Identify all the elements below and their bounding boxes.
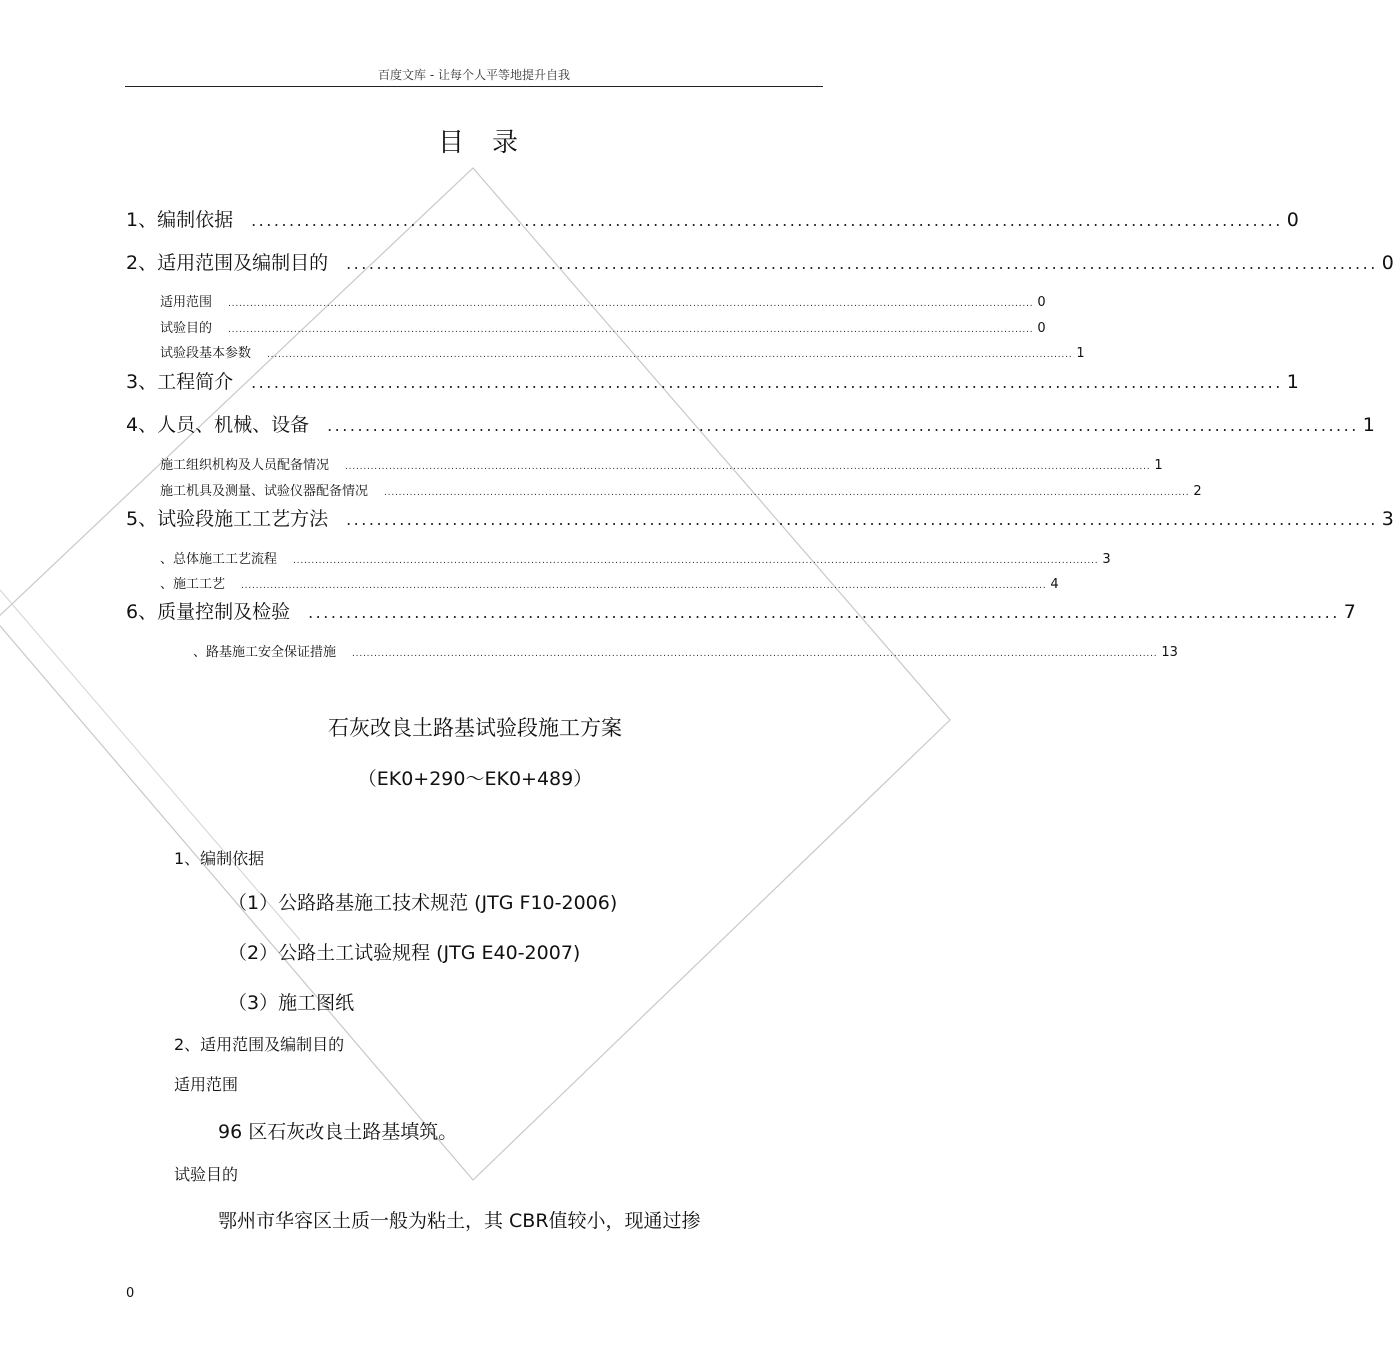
toc-entry-label: 1、编制依据	[126, 209, 234, 231]
toc-entry[interactable]	[193, 641, 1178, 660]
toc-leader: ............................................................................................................................................................................................................................	[241, 581, 1047, 591]
toc-entry[interactable]	[126, 205, 1299, 231]
section-heading: 2、适用范围及编制目的	[174, 1035, 345, 1054]
toc-leader: ........................................................................................................................................	[346, 254, 1378, 273]
toc-entry[interactable]	[160, 548, 1111, 567]
toc-leader: ............................................................................................................................................................................................................................	[345, 462, 1151, 472]
toc-entry-label: 、总体施工工艺流程	[160, 552, 278, 567]
toc-entry[interactable]	[126, 410, 1375, 436]
toc-leader: ............................................................................................................................................................................................................................	[352, 649, 1158, 659]
paragraph: 96 区石灰改良土路基填筑。	[218, 1121, 458, 1143]
toc-entry-label: 施工机具及测量、试验仪器配备情况	[160, 484, 369, 499]
toc-entry-label: 6、质量控制及检验	[126, 601, 291, 623]
toc-entry-page: 1	[1286, 371, 1299, 393]
subsection-heading: 试验目的	[174, 1165, 239, 1184]
toc-title: 目录	[438, 128, 547, 158]
toc-entry[interactable]	[160, 573, 1059, 592]
toc-entry-label: 5、试验段施工工艺方法	[126, 508, 329, 530]
toc-entry-page: 1	[1154, 458, 1163, 473]
toc-entry[interactable]	[126, 504, 1394, 530]
reference-item: （1）公路路基施工技术规范 (JTG F10-2006)	[228, 892, 618, 914]
header-divider	[125, 86, 823, 87]
page-header: 百度文库 - 让每个人平等地提升自我	[378, 68, 570, 82]
toc-entry-label: 4、人员、机械、设备	[126, 414, 310, 436]
reference-item: （2）公路土工试验规程 (JTG E40-2007)	[228, 942, 581, 964]
toc-entry[interactable]	[160, 317, 1046, 336]
toc-entry-page: 0	[1286, 209, 1299, 231]
toc-leader: ........................................................................................................................................	[327, 416, 1359, 435]
toc-entry-page: 7	[1343, 601, 1356, 623]
section-heading: 1、编制依据	[174, 849, 265, 868]
toc-leader: ........................................................................................................................................	[251, 373, 1283, 392]
subsection-heading: 适用范围	[174, 1075, 239, 1094]
document-subtitle: （EK0+290～EK0+489）	[357, 768, 593, 790]
toc-entry-page: 0	[1381, 252, 1394, 274]
toc-entry-page: 13	[1161, 645, 1178, 660]
paragraph: 鄂州市华容区土质一般为粘土，其 CBR值较小，现通过掺	[218, 1210, 701, 1232]
toc-entry[interactable]	[160, 342, 1085, 361]
toc-entry-label: 、路基施工安全保证措施	[193, 645, 337, 660]
toc-entry-label: 试验段基本参数	[160, 346, 252, 361]
toc-entry[interactable]	[160, 454, 1163, 473]
toc-leader: ............................................................................................................................................................................................................................	[267, 350, 1073, 360]
toc-leader: ............................................................................................................................................................................................................................	[293, 556, 1099, 566]
toc-entry[interactable]	[126, 248, 1394, 274]
toc-entry-label: 2、适用范围及编制目的	[126, 252, 329, 274]
toc-entry-label: 适用范围	[160, 295, 213, 310]
toc-entry[interactable]	[160, 480, 1202, 499]
toc-leader: ........................................................................................................................................	[308, 603, 1340, 622]
page-number: 0	[126, 1286, 135, 1301]
document-title: 石灰改良土路基试验段施工方案	[328, 716, 622, 740]
toc-entry-page: 3	[1102, 552, 1111, 567]
toc-entry-page: 4	[1050, 577, 1059, 592]
reference-item: （3）施工图纸	[228, 992, 355, 1014]
toc-entry[interactable]	[126, 367, 1299, 393]
toc-entry-label: 试验目的	[160, 321, 213, 336]
toc-entry-label: 施工组织机构及人员配备情况	[160, 458, 330, 473]
toc-entry-page: 0	[1037, 295, 1046, 310]
toc-entry-label: 、施工工艺	[160, 577, 226, 592]
toc-leader: ............................................................................................................................................................................................................................	[228, 325, 1034, 335]
toc-entry-page: 3	[1381, 508, 1394, 530]
toc-leader: ............................................................................................................................................................................................................................	[384, 488, 1190, 498]
toc-entry-page: 1	[1362, 414, 1375, 436]
toc-entry-page: 2	[1193, 484, 1202, 499]
toc-leader: ............................................................................................................................................................................................................................	[228, 299, 1034, 309]
toc-entry[interactable]	[126, 597, 1356, 623]
toc-entry-page: 0	[1037, 321, 1046, 336]
toc-leader: ........................................................................................................................................	[251, 211, 1283, 230]
toc-leader: ........................................................................................................................................	[346, 510, 1378, 529]
toc-entry-label: 3、工程简介	[126, 371, 234, 393]
toc-entry[interactable]	[160, 291, 1046, 310]
toc-entry-page: 1	[1076, 346, 1085, 361]
